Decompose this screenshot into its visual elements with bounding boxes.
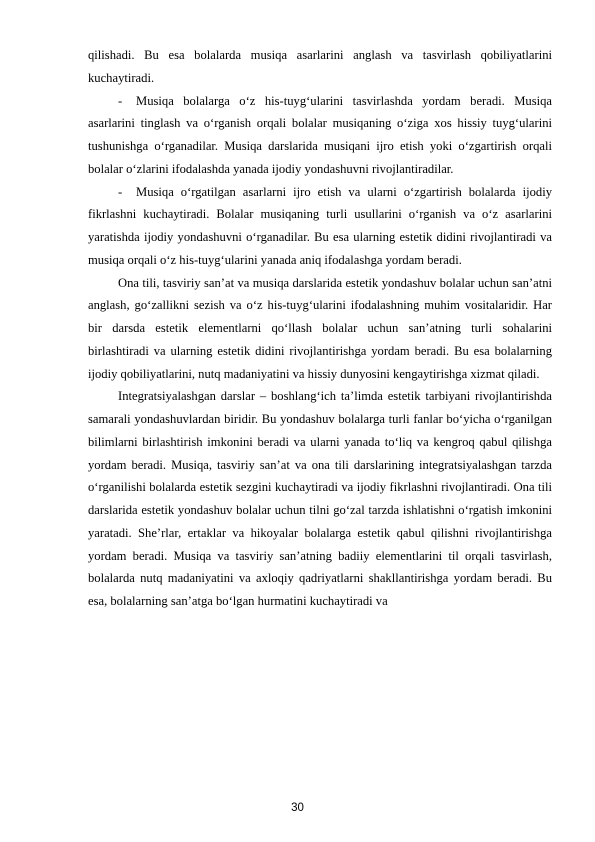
bullet-text: Musiqa bolalarga o‘z his-tuyg‘ularini tasvirlashda yordam beradi. Musiqa asarlarini tinglash va o‘rganish orqali bolalar musiqaning o‘ziga xos hissiy tuyg‘ularini tushunishga o‘rganadilar. Musiqa darslarida musiqani ijro etish yoki o‘zgartirish orqali bolalar o‘zlarini ifodalashda yanada ijodiy yondashuvni rivojlantiradilar.	[88, 93, 552, 176]
bullet-text: Musiqa o‘rgatilgan asarlarni ijro etish va ularni o‘zgartirish bolalarda ijodiy fikrlashni kuchaytiradi. Bolalar musiqaning turli usullarini o‘rganish va o‘z asarlarini yaratishda ijodiy yondashuvni o‘rganadilar. Bu esa ularning estetik didini rivojlantiradi va musiqa orqali o‘z his-tuyg‘ularini yanada aniq ifodalashga yordam beradi.	[88, 184, 552, 267]
page-number: 30	[291, 802, 304, 814]
paragraph-integrated-lessons: Integratsiyalashgan darslar – boshlang‘ich ta’limda estetik tarbiyani rivojlantirishda samarali yondashuvlardan biridir. Bu yondashuv bolalarga turli fanlar bo‘yicha o‘rganilgan bilimlarni birlashtirish imkonini beradi va ularni yanada to‘liq va kengroq qabul qilishga yordam beradi. Musiqa, tasviriy san’at va ona tili darslarining integratsiyalashgan tarzda o‘rganilishi bolalarda estetik sezgini kuchaytiradi va ijodiy fikrlashni rivojlantiradi. Ona tili darslarida estetik yondashuv bolalar uchun tilni go‘zal tarzda ishlatishni o‘rgatish imkonini yaratadi. She’rlar, ertaklar va hikoyalar bolalarga estetik qabul qilishni rivojlantirishga yordam beradi. Musiqa va tasviriy san’atning badiiy elementlarini til orqali tasvirlash, bolalarda nutq madaniyatini va axloqiy qadriyatlarni shakllantirishga yordam beradi. Bu esa, bolalarning san’atga bo‘lgan hurmatini kuchaytiradi va	[88, 389, 552, 608]
paragraph-continuation: qilishadi. Bu esa bolalarda musiqa asarlarini anglash va tasvirlash qobiliyatlarini kuchaytiradi.	[88, 48, 552, 85]
bullet-paragraph-music-feelings	[88, 90, 552, 181]
bullet-paragraph-music-creativity	[88, 181, 552, 272]
document-page	[88, 44, 552, 613]
bullet-dash: -	[118, 184, 123, 199]
paragraph-aesthetic-approach: Ona tili, tasviriy san’at va musiqa darslarida estetik yondashuv bolalar uchun san’atni anglash, go‘zallikni sezish va o‘z his-tuyg‘ularini ifodalashning muhim vositalaridir. Har bir darsda estetik elementlarni qo‘llash bolalar uchun san’atning turli sohalarini birlashtiradi va ularning estetik didini rivojlantirishga yordam beradi. Bu esa bolalarning ijodiy qobiliyatlarini, nutq madaniyatini va hissiy dunyosini kengaytirishga xizmat qiladi.	[88, 275, 552, 381]
bullet-dash: -	[118, 93, 123, 108]
